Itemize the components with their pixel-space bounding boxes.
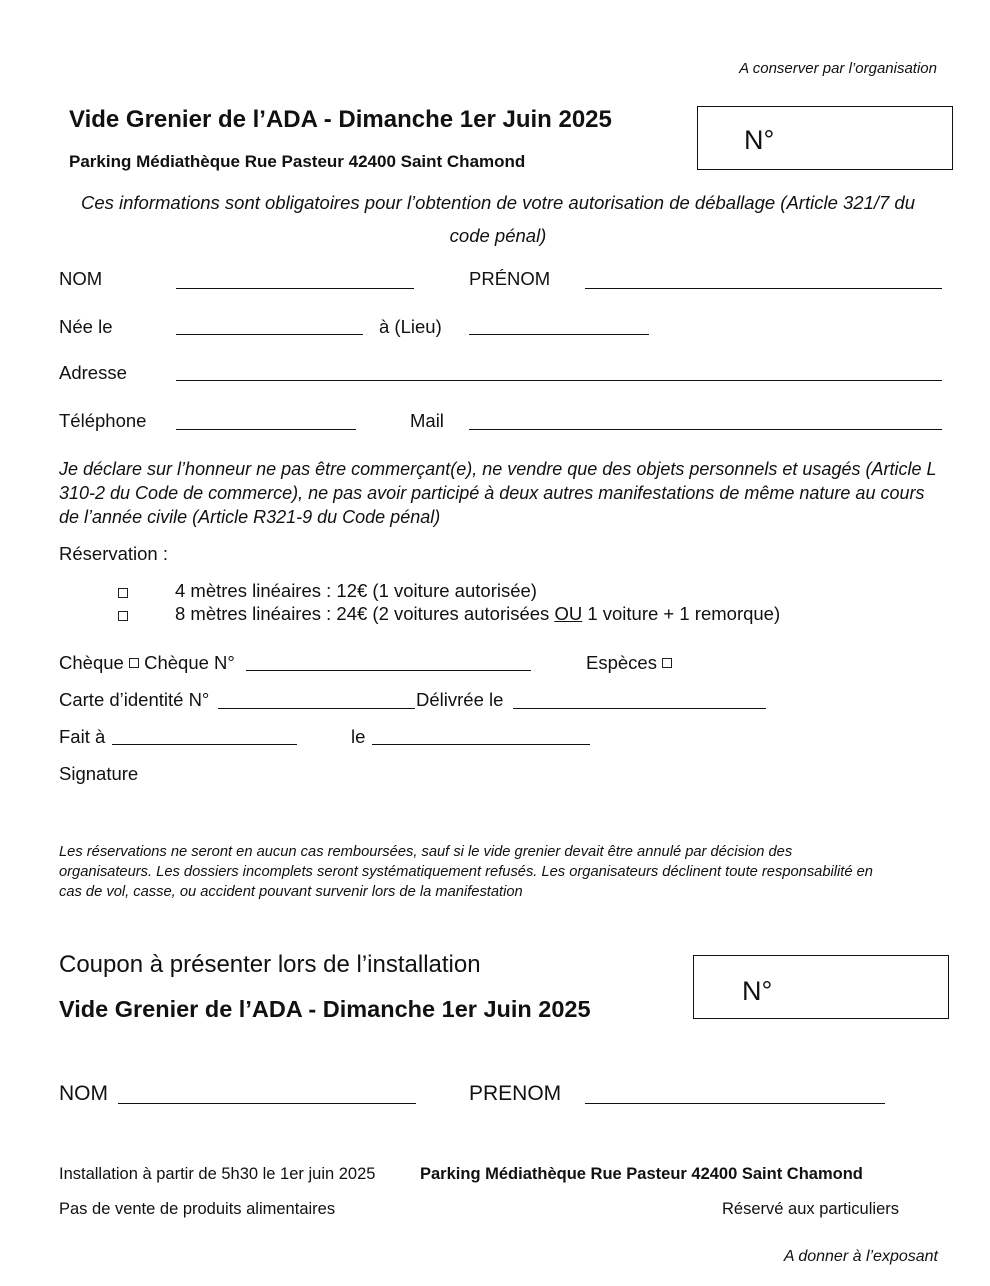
header-note: A conserver par l’organisation [739, 60, 937, 77]
nee-le-label: Née le [59, 316, 113, 337]
event-location: Parking Médiathèque Rue Pasteur 42400 Saint Chamond [69, 152, 526, 171]
fait-a-field[interactable] [112, 744, 297, 745]
coupon-number-label: N° [742, 976, 773, 1006]
cheque-checkbox[interactable] [129, 658, 139, 668]
adresse-label: Adresse [59, 362, 127, 383]
birth-date-field[interactable] [176, 334, 363, 335]
mail-field[interactable] [469, 429, 942, 430]
coupon-location: Parking Médiathèque Rue Pasteur 42400 Saint Chamond [420, 1165, 863, 1183]
footer-note: A donner à l’exposant [783, 1248, 938, 1265]
coupon-prenom-field[interactable] [585, 1103, 885, 1104]
coupon-number-box [693, 955, 949, 1019]
cheque-number-label: Chèque N° [144, 652, 235, 673]
date-field[interactable] [372, 744, 590, 745]
number-label: N° [744, 125, 775, 155]
id-card-label: Carte d’identité N° [59, 689, 210, 710]
date-label: le [351, 726, 366, 747]
mail-label: Mail [410, 410, 444, 431]
especes-checkbox[interactable] [662, 658, 672, 668]
option1-label: 4 mètres linéaires : 12€ (1 voiture autorisée) [175, 580, 537, 601]
option2-label [175, 603, 780, 625]
page-title: Vide Grenier de l’ADA - Dimanche 1er Juin 2025 [69, 106, 612, 133]
private-only-note: Réservé aux particuliers [722, 1200, 899, 1218]
installation-time: Installation à partir de 5h30 le 1er juin 2025 [59, 1165, 376, 1183]
delivered-label: Délivrée le [416, 689, 504, 710]
delivered-field[interactable] [513, 708, 766, 709]
prenom-label: PRÉNOM [469, 268, 551, 289]
nom-field[interactable] [176, 288, 414, 289]
coupon-prenom-label: PRENOM [469, 1082, 562, 1105]
option2-text-after: 1 voiture + 1 remorque) [582, 603, 781, 624]
reservation-label: Réservation : [59, 543, 168, 564]
signature-label: Signature [59, 763, 139, 784]
fait-a-label: Fait à [59, 726, 106, 747]
lieu-label: à (Lieu) [379, 316, 442, 337]
cheque-label: Chèque [59, 652, 124, 673]
coupon-nom-field[interactable] [118, 1103, 416, 1104]
option2-checkbox[interactable] [118, 611, 128, 621]
option1-checkbox[interactable] [118, 588, 128, 598]
telephone-label: Téléphone [59, 410, 147, 431]
coupon-nom-label: NOM [59, 1082, 108, 1105]
disclaimer: Les réservations ne seront en aucun cas remboursées, sauf si le vide grenier devait être annulé par décision des organisateurs. Les dossiers incomplets seront systématiquement refusés. Les organisateurs déclinent toute responsabilité en cas de vol, casse, ou accident pouvant survenir lors de la manifestation [59, 844, 873, 900]
cheque-number-field[interactable] [246, 670, 531, 671]
option2-ou: OU [554, 603, 583, 624]
mandatory-info: Ces informations sont obligatoires pour l’obtention de votre autorisation de déballage (Article 321/7 du code pénal) [80, 192, 916, 246]
no-food-note: Pas de vente de produits alimentaires [59, 1200, 336, 1218]
coupon-title: Vide Grenier de l’ADA - Dimanche 1er Juin 2025 [59, 996, 591, 1022]
number-box [697, 106, 953, 170]
prenom-field[interactable] [585, 288, 942, 289]
especes-label: Espèces [586, 652, 657, 673]
birth-place-field[interactable] [469, 334, 649, 335]
especes-row [586, 652, 672, 674]
option2-text-before: 8 mètres linéaires : 24€ (2 voitures autorisées [175, 603, 555, 624]
id-card-field[interactable] [218, 708, 415, 709]
declaration: Je déclare sur l’honneur ne pas être commerçant(e), ne vendre que des objets personnels et usagés (Article L 310-2 du Code de commerce), ne pas avoir participé à deux autres manifestations de même nature au cours de l’année civile (Article R321-9 du Code pénal) [59, 459, 937, 527]
address-field[interactable] [176, 380, 942, 381]
payment-row [59, 652, 235, 674]
coupon-heading: Coupon à présenter lors de l’installation [59, 951, 481, 978]
phone-field[interactable] [176, 429, 356, 430]
nom-label: NOM [59, 268, 103, 289]
